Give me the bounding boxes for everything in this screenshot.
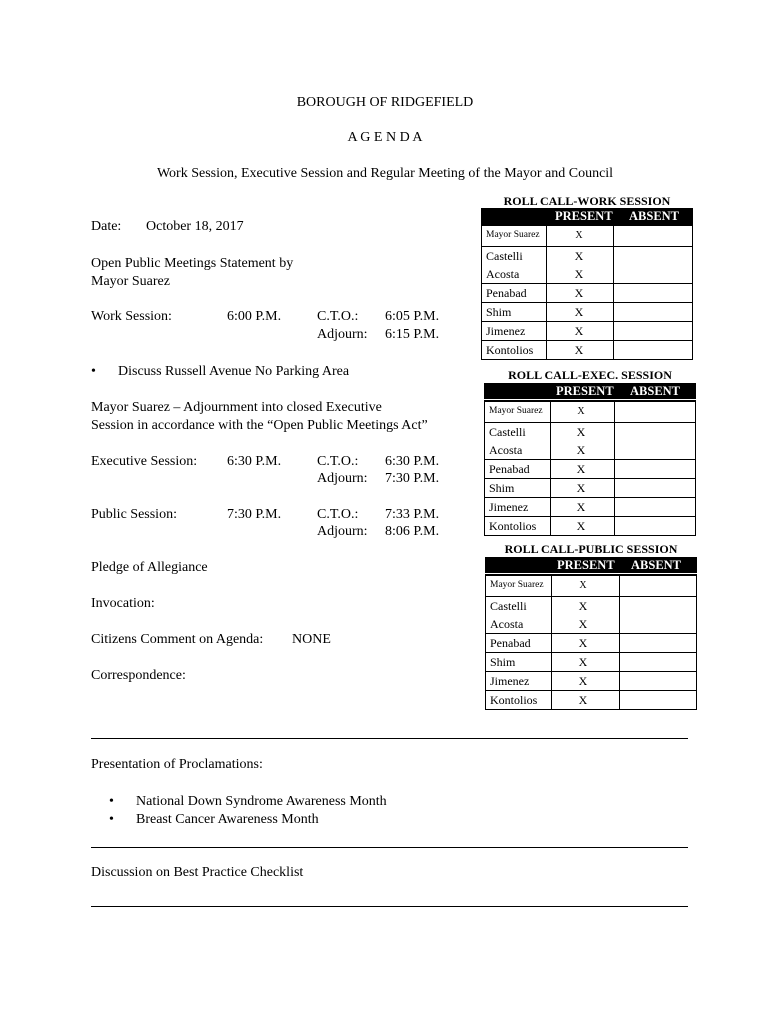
divider-1 <box>91 738 688 739</box>
member-row <box>486 690 696 709</box>
executive-session-adjourn-label: Adjourn: <box>317 471 368 486</box>
present-mark: X <box>576 462 586 476</box>
roll-call-title: ROLL CALL-WORK SESSION <box>503 194 671 208</box>
member-row <box>482 340 692 359</box>
proclamations-heading: Presentation of Proclamations: <box>91 757 263 772</box>
executive-session-cto-label: C.T.O.: <box>317 454 359 469</box>
divider-3 <box>91 906 688 907</box>
member-row <box>482 225 692 246</box>
member-row <box>485 497 695 516</box>
roll-call-grid <box>484 400 696 536</box>
member-name: Penabad <box>489 462 530 476</box>
present-mark: X <box>578 693 588 707</box>
member-row <box>482 321 692 340</box>
work-session-cto-label: C.T.O.: <box>317 309 359 324</box>
member-name: Acosta <box>486 267 520 281</box>
member-row <box>482 246 692 265</box>
roll-call-title: ROLL CALL-PUBLIC SESSION <box>504 542 678 556</box>
work-session-label: Work Session: <box>91 309 172 324</box>
borough-title: BOROUGH OF RIDGEFIELD <box>296 95 474 110</box>
meeting-subtitle: Work Session, Executive Session and Regular Meeting of the Mayor and Council <box>156 166 614 181</box>
roll-call-grid <box>481 224 693 360</box>
member-row <box>486 575 696 596</box>
member-name: Penabad <box>490 636 531 650</box>
roll-call-public-session <box>485 543 697 713</box>
member-name: Jimenez <box>490 674 530 688</box>
present-mark: X <box>574 267 584 281</box>
work-session-adjourn-time: 6:15 P.M. <box>385 327 440 342</box>
best-practice-discussion: Discussion on Best Practice Checklist <box>91 865 304 880</box>
executive-session-time: 6:30 P.M. <box>227 454 282 469</box>
invocation: Invocation: <box>91 596 155 611</box>
present-mark: X <box>578 599 588 613</box>
present-mark: X <box>574 305 584 319</box>
roll-call-title: ROLL CALL-EXEC. SESSION <box>508 368 672 382</box>
present-mark: X <box>576 500 586 514</box>
member-name: Kontolios <box>489 519 537 533</box>
member-name: Castelli <box>490 599 527 613</box>
proclamation-item: • National Down Syndrome Awareness Month <box>136 794 387 810</box>
member-name: Castelli <box>486 249 523 263</box>
member-row <box>486 615 696 633</box>
present-mark: X <box>577 406 585 417</box>
member-row <box>482 302 692 321</box>
public-session-adjourn-label: Adjourn: <box>317 524 368 539</box>
member-name: Jimenez <box>486 324 526 338</box>
present-mark: X <box>576 425 586 439</box>
absent-column-header: ABSENT <box>629 209 680 223</box>
member-row <box>485 516 695 535</box>
present-column-header: PRESENT <box>556 384 614 398</box>
present-mark: X <box>574 249 584 263</box>
member-row <box>486 671 696 690</box>
executive-session-label: Executive Session: <box>91 454 198 469</box>
present-mark: X <box>579 580 587 591</box>
member-name: Shim <box>490 655 516 669</box>
member-row <box>485 441 695 459</box>
present-mark: X <box>578 636 588 650</box>
citizens-comment-value: NONE <box>292 632 331 647</box>
adjournment-line2: Session in accordance with the “Open Public Meetings Act” <box>91 418 428 433</box>
public-session-cto-label: C.T.O.: <box>317 507 359 522</box>
member-row <box>486 633 696 652</box>
member-name: Shim <box>486 305 512 319</box>
work-session-adjourn-label: Adjourn: <box>317 327 368 342</box>
member-name: Acosta <box>489 443 523 457</box>
present-mark: X <box>574 343 584 357</box>
discussion-bullet-item: • Discuss Russell Avenue No Parking Area <box>118 364 349 380</box>
present-mark: X <box>574 286 584 300</box>
date-label: Date: <box>91 219 122 234</box>
executive-session-adjourn-time: 7:30 P.M. <box>385 471 440 486</box>
present-column-header: PRESENT <box>557 558 615 572</box>
present-mark: X <box>575 230 583 241</box>
member-row <box>482 283 692 302</box>
member-name: Kontolios <box>490 693 538 707</box>
roll-call-header <box>484 383 696 399</box>
adjournment-line1: Mayor Suarez – Adjournment into closed Executive <box>91 400 382 415</box>
present-mark: X <box>576 443 586 457</box>
public-session-time: 7:30 P.M. <box>227 507 282 522</box>
present-column-header: PRESENT <box>555 209 613 223</box>
roll-call-header <box>481 208 693 224</box>
correspondence: Correspondence: <box>91 668 186 683</box>
member-row <box>486 652 696 671</box>
present-mark: X <box>574 324 584 338</box>
public-session-adjourn-time: 8:06 P.M. <box>385 524 440 539</box>
opening-statement-line2: Mayor Suarez <box>91 274 170 289</box>
member-row <box>486 596 696 615</box>
public-session-cto-time: 7:33 P.M. <box>385 507 440 522</box>
member-name: Kontolios <box>486 343 534 357</box>
member-row <box>485 459 695 478</box>
opening-statement-line1: Open Public Meetings Statement by <box>91 256 294 271</box>
member-name: Mayor Suarez <box>490 580 544 590</box>
date-value: October 18, 2017 <box>146 219 244 234</box>
present-mark: X <box>576 519 586 533</box>
member-name: Jimenez <box>489 500 529 514</box>
absent-column-header: ABSENT <box>630 384 681 398</box>
citizens-comment-label: Citizens Comment on Agenda: <box>91 632 264 647</box>
present-mark: X <box>578 655 588 669</box>
proclamation-item: • Breast Cancer Awareness Month <box>136 812 319 828</box>
present-mark: X <box>576 481 586 495</box>
roll-call-grid <box>485 574 697 710</box>
member-row <box>485 478 695 497</box>
present-mark: X <box>578 617 588 631</box>
member-name: Mayor Suarez <box>486 230 540 240</box>
pledge-of-allegiance: Pledge of Allegiance <box>91 560 208 575</box>
member-row <box>485 422 695 441</box>
member-name: Castelli <box>489 425 526 439</box>
roll-call-exec-session <box>484 369 696 539</box>
work-session-cto-time: 6:05 P.M. <box>385 309 440 324</box>
member-name: Shim <box>489 481 515 495</box>
member-name: Acosta <box>490 617 524 631</box>
member-name: Penabad <box>486 286 527 300</box>
public-session-label: Public Session: <box>91 507 177 522</box>
executive-session-cto-time: 6:30 P.M. <box>385 454 440 469</box>
work-session-time: 6:00 P.M. <box>227 309 282 324</box>
member-row <box>482 265 692 283</box>
roll-call-header <box>485 557 697 573</box>
roll-call-work-session <box>481 195 693 365</box>
present-mark: X <box>578 674 588 688</box>
agenda-title: A G E N D A <box>347 130 423 145</box>
member-name: Mayor Suarez <box>489 406 543 416</box>
absent-column-header: ABSENT <box>631 558 682 572</box>
divider-2 <box>91 847 688 848</box>
member-row <box>485 401 695 422</box>
